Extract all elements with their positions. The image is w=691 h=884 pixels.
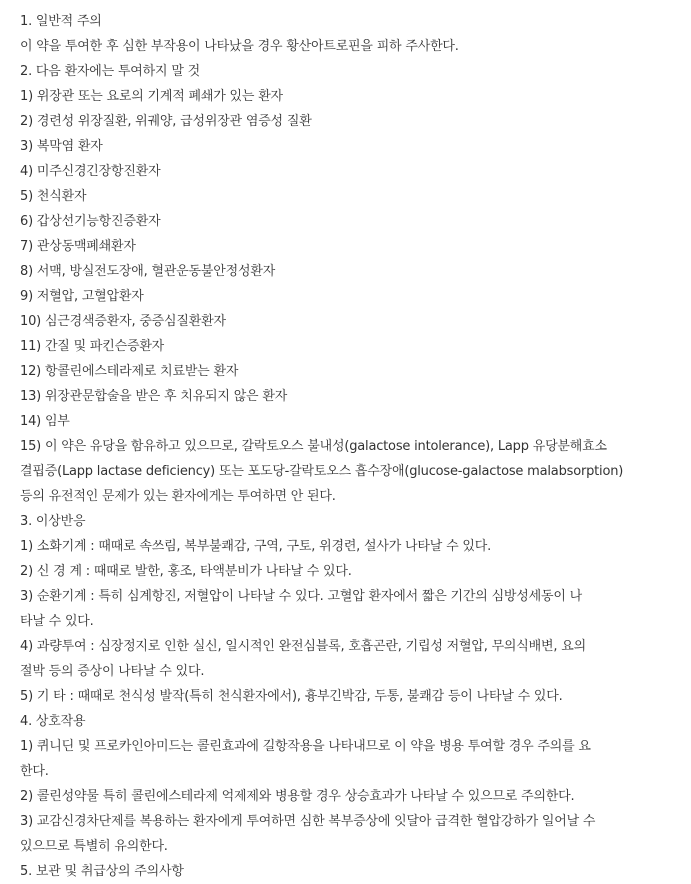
list-item: 10) 심근경색증환자, 중증심질환환자 [20, 314, 226, 329]
section-heading-adverse-reactions: 3. 이상반응 [20, 514, 86, 529]
paragraph-line: 이 약을 투여한 후 심한 부작용이 나타났을 경우 황산아트로핀을 피하 주사한다. [20, 39, 459, 54]
list-item: 3) 순환기계 : 특히 심계항진, 저혈압이 나타날 수 있다. 고혈압 환자에서 짧은 기간의 심방성세동이 나 [20, 589, 583, 604]
list-item: 2) 신 경 계 : 때때로 발한, 홍조, 타액분비가 나타날 수 있다. [20, 564, 352, 579]
list-item-continuation: 결핍증(Lapp lactase deficiency) 또는 포도당-갈락토오스 흡수장애(glucose-galactose malabsorption) [20, 464, 624, 479]
list-item: 4) 과량투여 : 심장정지로 인한 실신, 일시적인 완전심블록, 호흡곤란, 기립성 저혈압, 무의식배변, 요의 [20, 639, 586, 654]
list-item-continuation: 있으므로 특별히 유의한다. [20, 839, 168, 854]
list-item: 14) 임부 [20, 414, 70, 429]
list-item: 15) 이 약은 유당을 함유하고 있으므로, 갈락토오스 불내성(galactose intolerance), Lapp 유당분해효소 [20, 439, 607, 454]
list-item: 5) 천식환자 [20, 189, 87, 204]
list-item: 2) 콜린성약물 특히 콜린에스테라제 억제제와 병용할 경우 상승효과가 나타날 수 있으므로 주의한다. [20, 789, 575, 804]
list-item: 12) 항콜린에스테라제로 치료받는 환자 [20, 364, 239, 379]
list-item-continuation: 등의 유전적인 문제가 있는 환자에게는 투여하면 안 된다. [20, 489, 336, 504]
list-item: 4) 미주신경긴장항진환자 [20, 164, 161, 179]
section-heading-general-precautions: 1. 일반적 주의 [20, 14, 102, 29]
list-item: 3) 복막염 환자 [20, 139, 103, 154]
list-item: 5) 기 타 : 때때로 천식성 발작(특히 천식환자에서), 흉부긴박감, 두통, 불쾌감 등이 나타날 수 있다. [20, 689, 563, 704]
list-item: 3) 교감신경차단제를 복용하는 환자에게 투여하면 심한 복부증상에 잇달아 급격한 혈압강하가 일어날 수 [20, 814, 596, 829]
list-item: 13) 위장관문합술을 받은 후 치유되지 않은 환자 [20, 389, 288, 404]
list-item: 1) 위장관 또는 요로의 기계적 폐쇄가 있는 환자 [20, 89, 283, 104]
section-heading-storage-handling: 5. 보관 및 취급상의 주의사항 [20, 864, 184, 879]
list-item: 7) 관상동맥폐쇄환자 [20, 239, 136, 254]
list-item-continuation: 타날 수 있다. [20, 614, 94, 629]
drug-precautions-document [20, 9, 683, 884]
list-item: 9) 저혈압, 고혈압환자 [20, 289, 144, 304]
list-item-continuation: 한다. [20, 764, 49, 779]
section-heading-interactions: 4. 상호작용 [20, 714, 86, 729]
list-item: 2) 경련성 위장질환, 위궤양, 급성위장관 염증성 질환 [20, 114, 312, 129]
list-item: 1) 소화기계 : 때때로 속쓰림, 복부불쾌감, 구역, 구토, 위경련, 설사가 나타날 수 있다. [20, 539, 492, 554]
list-item: 1) 퀴니딘 및 프로카인아미드는 콜린효과에 길항작용을 나타내므로 이 약을 병용 투여할 경우 주의를 요 [20, 739, 591, 754]
list-item-continuation: 절박 등의 증상이 나타날 수 있다. [20, 664, 205, 679]
list-item: 8) 서맥, 방실전도장애, 혈관운동불안정성환자 [20, 264, 276, 279]
list-item: 11) 간질 및 파킨슨증환자 [20, 339, 165, 354]
list-item: 6) 갑상선기능항진증환자 [20, 214, 161, 229]
section-heading-contraindications: 2. 다음 환자에는 투여하지 말 것 [20, 64, 200, 79]
